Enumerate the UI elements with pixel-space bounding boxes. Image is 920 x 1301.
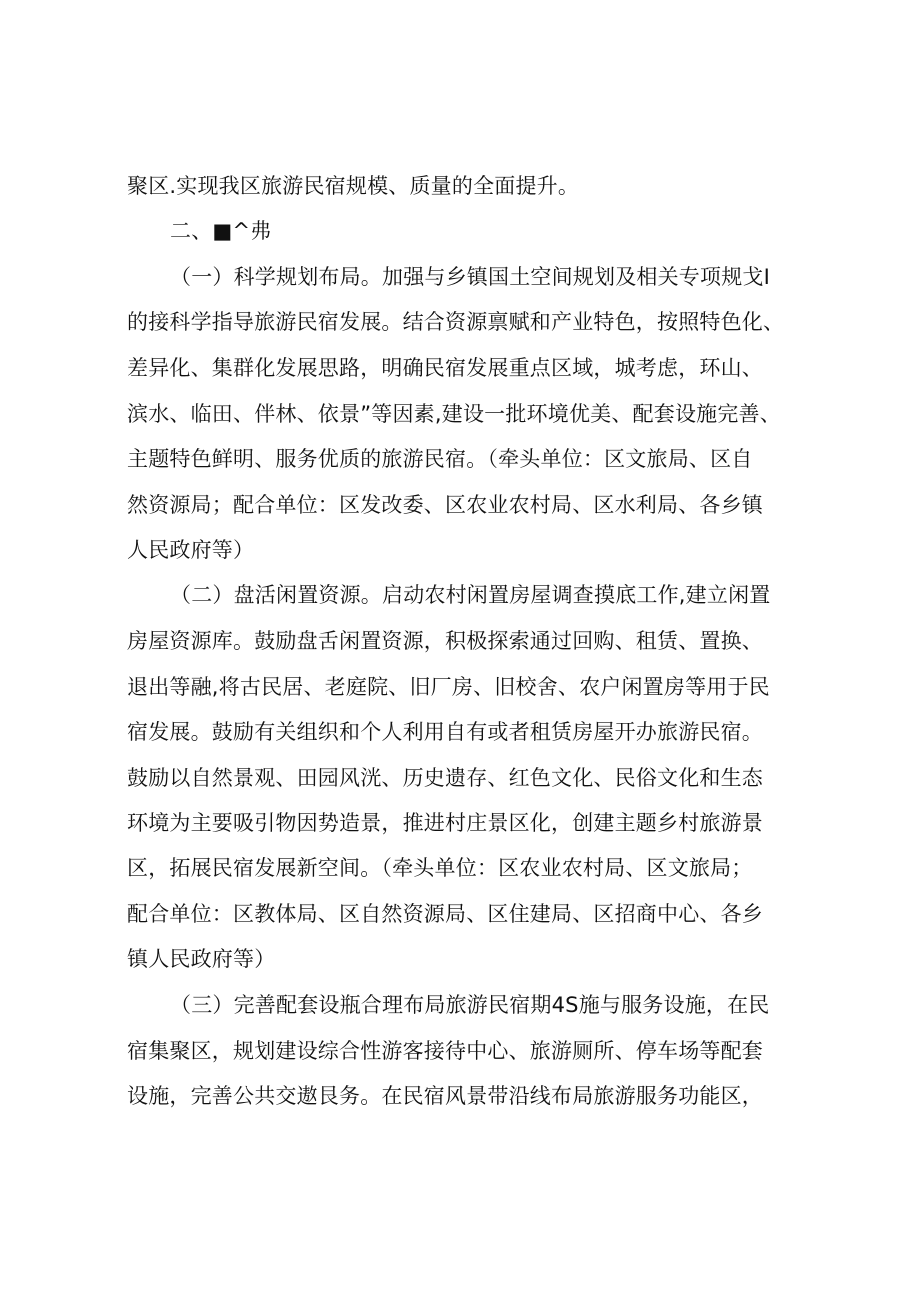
text-line: 退出等融,将古民居、老庭院、旧厂房、旧校舍、农户闲置房等用于民 [127, 675, 770, 699]
text-line: 的接科学指导旅游民宿发展。结合资源禀赋和产业特色，按照特色化、 [127, 310, 785, 334]
text-line: 配合单位：区教体局、区自然资源局、区住建局、区招商中心、各乡 [127, 902, 763, 926]
section-heading: 二、■^弗 [170, 219, 272, 243]
text-line: 房屋资源库。鼓励盘舌闲置资源，积极探索通过回购、租赁、置换、 [127, 629, 763, 653]
text-line: 镇人民政府等） [127, 947, 276, 971]
text-line: 设施，完善公共交遨艮务。在民宿风景带沿线布局旅游服务功能区， [127, 1084, 763, 1108]
text-line: 宿发展。鼓励有关组织和个人利用自有或者租赁房屋开办旅游民宿。 [127, 720, 763, 744]
text-line: 区，拓展民宿发展新空间。（牵头单位：区农业农村局、区文旅局； [127, 856, 753, 880]
text-line: 差异化、集群化发展思路，明确民宿发展重点区域，城考虑，环山、 [127, 356, 763, 380]
text-line: （二）盘活闲置资源。启动农村闲置房屋调查摸底工作,建立闲置 [170, 583, 771, 607]
text-line: 聚区.实现我区旅游民宿规模、质量的全面提升。 [127, 174, 580, 198]
text-line: 然资源局；配合单位：区发改委、区农业农村局、区水利局、各乡镇 [127, 493, 763, 517]
text-line: 人民政府等） [127, 538, 255, 562]
text-line: 主题特色鲜明、服务优质的旅游民宿。（牵头单位：区文旅局、区自 [127, 447, 753, 471]
text-line: 鼓励以自然景观、田园风洸、历史遗存、红色文化、民俗文化和生态 [127, 766, 763, 790]
text-line: 环境为主要吸引物因势造景，推进村庄景区化，创建主题乡村旅游景 [127, 811, 763, 835]
text-line: （三）完善配套设瓶合理布局旅游民宿期4S施与服务设施，在民 [170, 993, 770, 1017]
text-line: 宿集聚区，规划建设综合性游客接待中心、旅游厕所、停车场等配套 [127, 1039, 763, 1063]
text-line: （一）科学规划布局。加强与乡镇国土空间规划及相关专项规戈I [170, 265, 770, 289]
text-line: 滨水、临田、伴林、依景”等因素,建设一批环境优美、配套设施完善、 [127, 402, 781, 426]
